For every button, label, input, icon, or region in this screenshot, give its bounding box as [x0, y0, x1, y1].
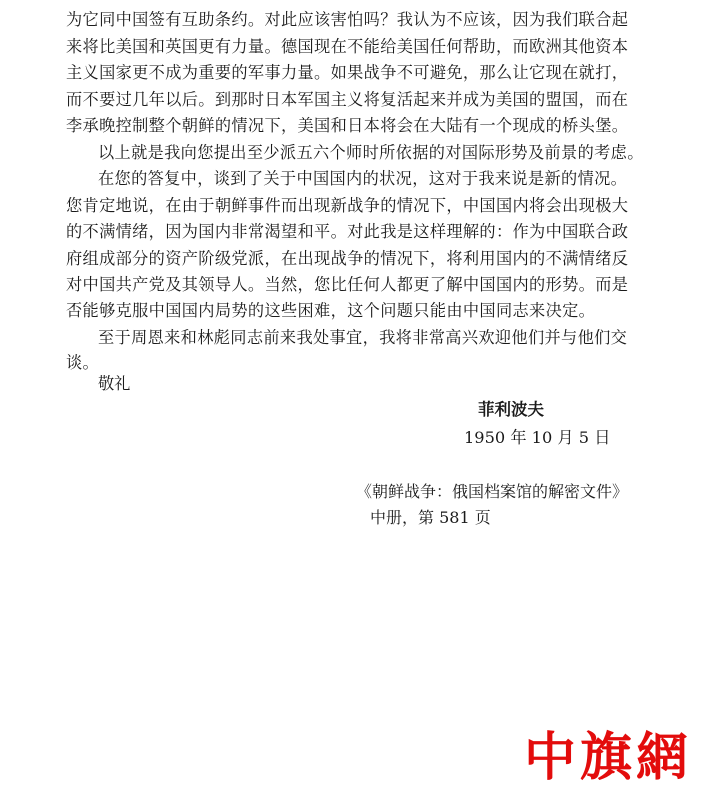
body-line-12: 否能够克服中国国内局势的这些困难，这个问题只能由中国同志来决定。 — [66, 301, 596, 320]
source-title: 《朝鲜战争：俄国档案馆的解密文件》 — [356, 482, 629, 501]
body-line-9: 的不满情绪，因为国内非常渴望和平。对此我是这样理解的：作为中国联合政 — [66, 222, 629, 241]
body-line-13: 至于周恩来和林彪同志前来我处事宜，我将非常高兴欢迎他们并与他们交 — [98, 328, 628, 347]
body-line-2: 来将比美国和英国更有力量。德国现在不能给美国任何帮助，而欧洲其他资本 — [66, 37, 629, 56]
body-line-14: 谈。 — [66, 353, 100, 372]
body-line-3: 主义国家更不成为重要的军事力量。如果战争不可避免，那么让它现在就打， — [66, 63, 629, 82]
body-line-7: 在您的答复中，谈到了关于中国国内的状况，这对于我来说是新的情况。 — [98, 169, 628, 188]
closing-salutation: 敬礼 — [98, 374, 131, 393]
signature-date: 1950 年 10 月 5 日 — [464, 428, 611, 447]
signature-name: 菲利波夫 — [478, 400, 544, 419]
body-line-8: 您肯定地说，在由于朝鲜事件而出现新战争的情况下，中国国内将会出现极大 — [66, 196, 629, 215]
body-line-11: 对中国共产党及其领导人。当然，您比任何人都更了解中国国内的形势。而是 — [66, 275, 629, 294]
body-line-6: 以上就是我向您提出至少派五六个师时所依据的对国际形势及前景的考虑。 — [98, 143, 644, 162]
source-page: 中册，第 581 页 — [370, 508, 491, 527]
watermark-logo: 中旗網 — [524, 727, 693, 788]
body-line-10: 府组成部分的资产阶级党派，在出现战争的情况下，将利用国内的不满情绪反 — [66, 249, 629, 268]
body-line-1: 为它同中国签有互助条约。对此应该害怕吗？我认为不应该，因为我们联合起 — [66, 10, 629, 29]
body-line-4: 而不要过几年以后。到那时日本军国主义将复活起来并成为美国的盟国，而在 — [66, 90, 629, 109]
body-line-5: 李承晚控制整个朝鲜的情况下，美国和日本将会在大陆有一个现成的桥头堡。 — [66, 116, 629, 135]
